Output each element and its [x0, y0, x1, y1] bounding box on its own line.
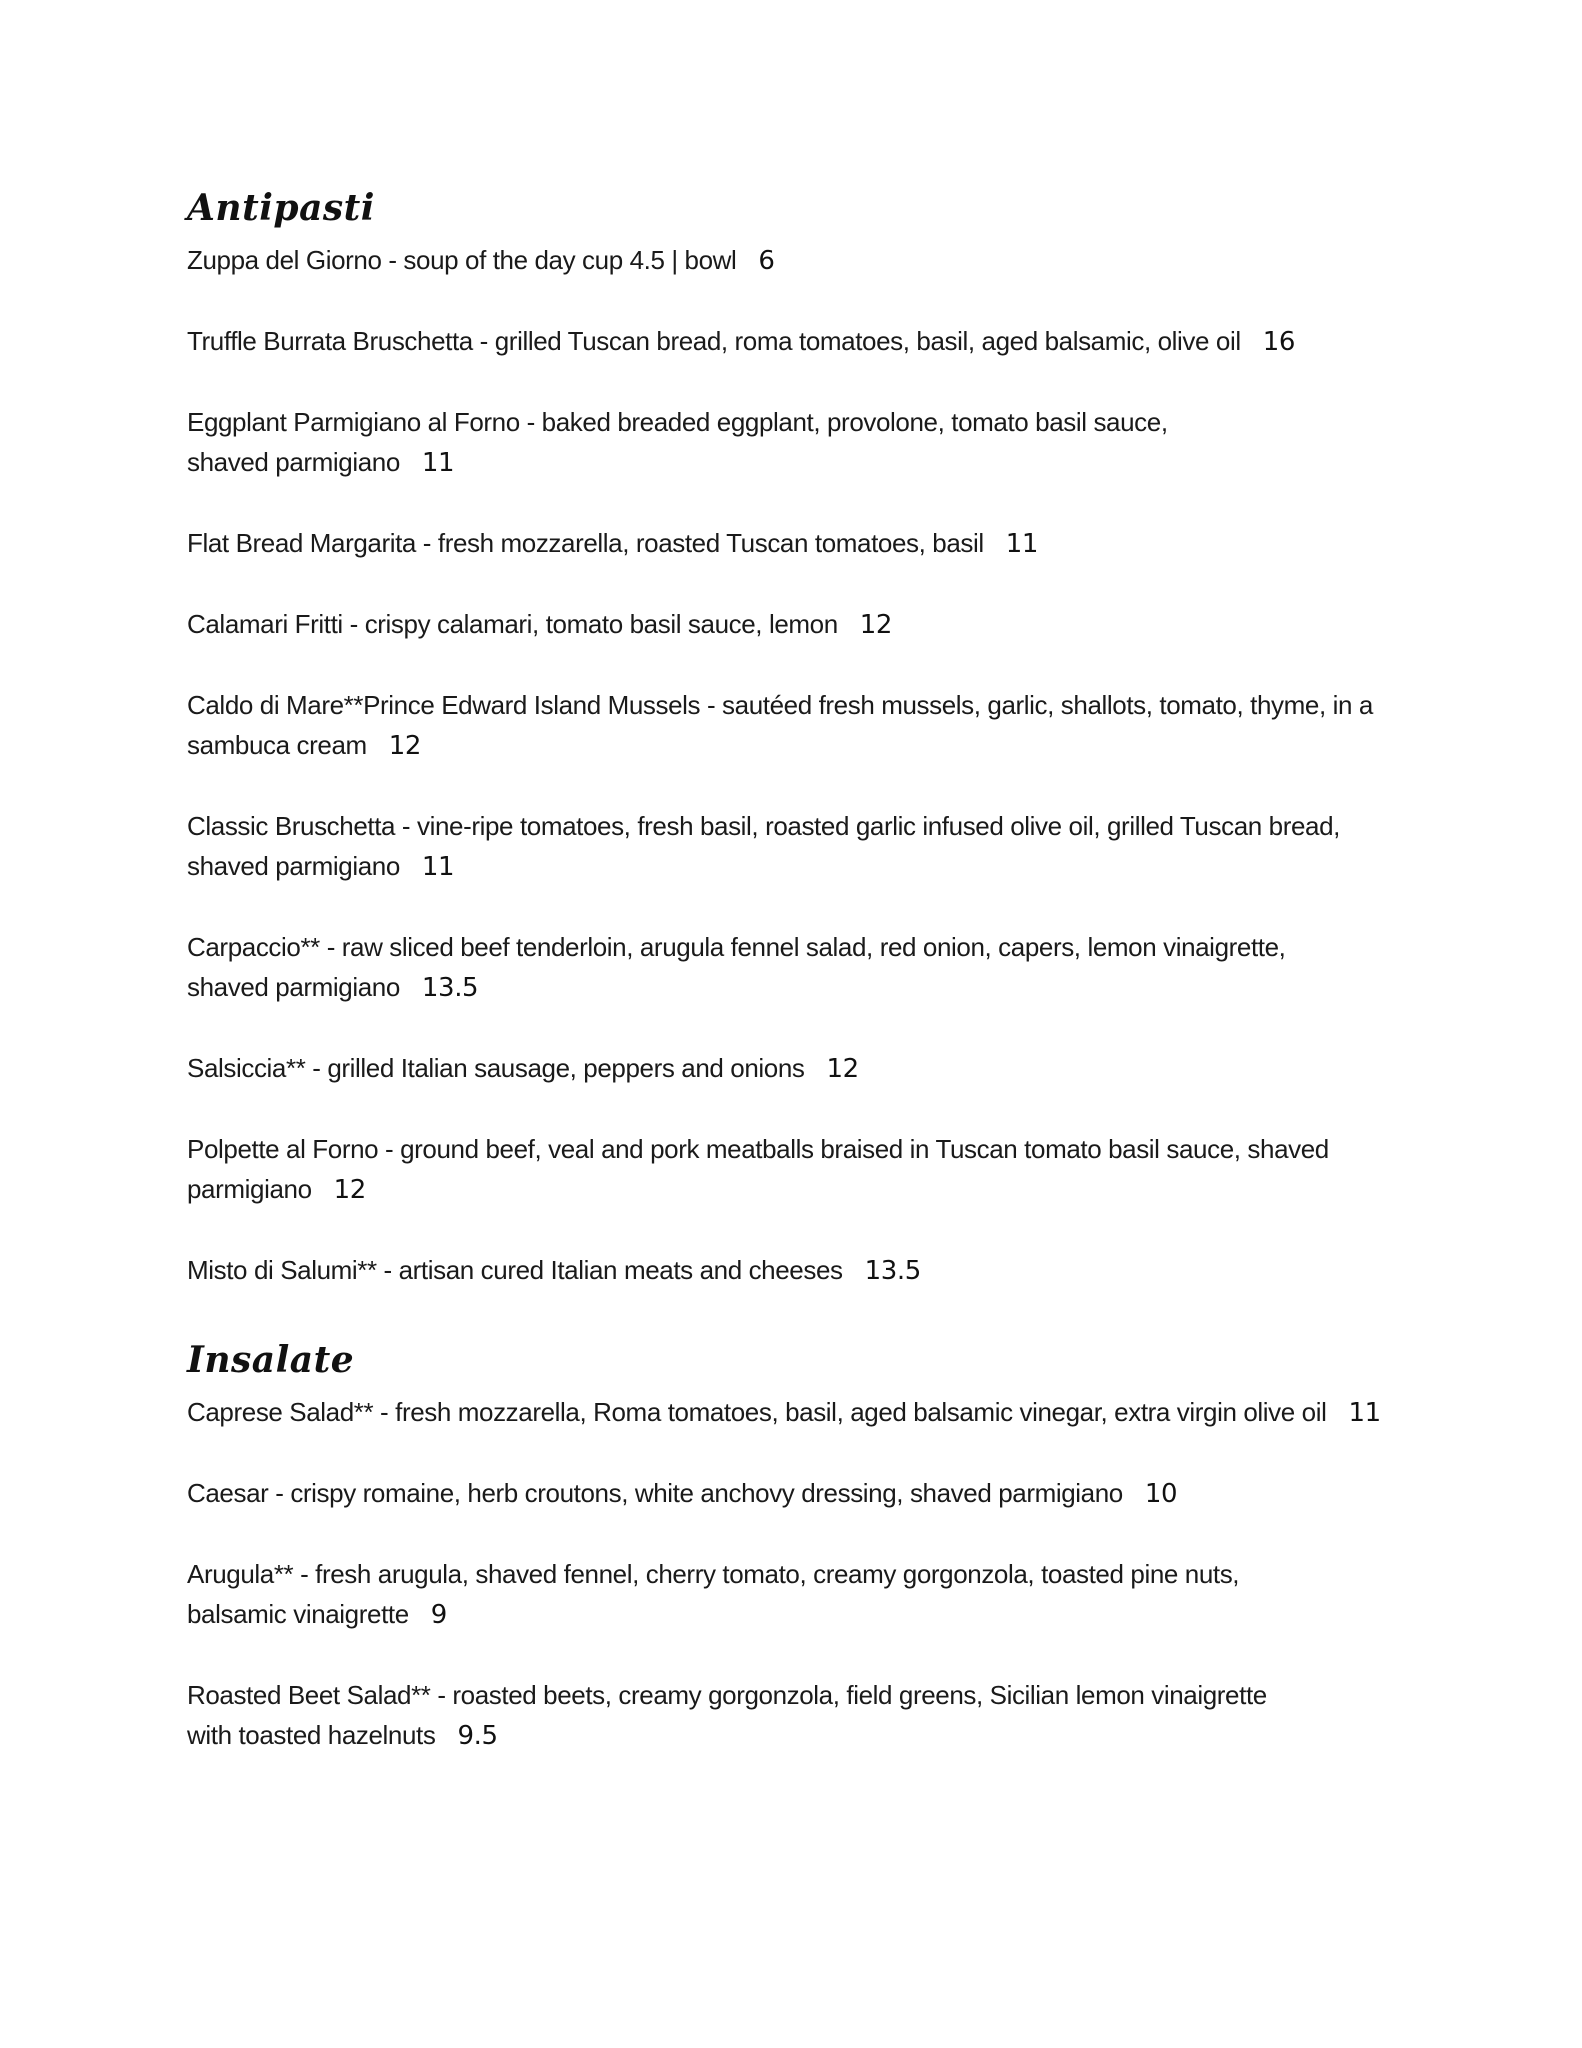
menu-item-description: Calamari Fritti - crispy calamari, tomato basil sauce, lemon: [187, 609, 838, 639]
menu-item-misto-di-salumi: [187, 1250, 1427, 1291]
section-title-antipasti: Antipasti: [187, 187, 375, 229]
menu-item-caldo-di-mare: [187, 685, 1427, 766]
menu-item-description: Zuppa del Giorno - soup of the day cup 4.5 | bowl: [187, 245, 737, 275]
menu-item-description-cont: parmigiano: [187, 1174, 312, 1204]
menu-item-description-cont: sambuca cream: [187, 730, 367, 760]
menu-item-description: Polpette al Forno - ground beef, veal and pork meatballs braised in Tuscan tomato basil sauce, shaved: [187, 1134, 1329, 1164]
menu-item-price: 11: [1348, 1398, 1381, 1428]
menu-item-description-cont: shaved parmigiano: [187, 851, 400, 881]
menu-item-caesar: [187, 1473, 1427, 1514]
menu-item-description-cont: shaved parmigiano: [187, 447, 400, 477]
menu-item-price: 13.5: [421, 973, 479, 1003]
section-title-insalate: Insalate: [187, 1339, 355, 1381]
menu-item-caprese: [187, 1392, 1427, 1433]
menu-item-description: Truffle Burrata Bruschetta - grilled Tuscan bread, roma tomatoes, basil, aged balsamic, olive oil: [187, 326, 1241, 356]
menu-item-description-cont: balsamic vinaigrette: [187, 1599, 409, 1629]
menu-item-calamari: [187, 604, 1427, 645]
menu-item-price: 11: [421, 852, 455, 882]
menu-item-description: Flat Bread Margarita - fresh mozzarella, roasted Tuscan tomatoes, basil: [187, 528, 984, 558]
menu-item-roasted-beet: [187, 1675, 1427, 1756]
menu-item-price: 11: [421, 448, 455, 478]
menu-item-zuppa: [187, 240, 1427, 281]
menu-item-description-cont: with toasted hazelnuts: [187, 1720, 436, 1750]
menu-item-price: 16: [1262, 327, 1296, 357]
menu-item-description: Misto di Salumi** - artisan cured Italian meats and cheeses: [187, 1255, 843, 1285]
menu-item-price: 12: [388, 731, 422, 761]
menu-item-salsiccia: [187, 1048, 1427, 1089]
menu-item-polpette: [187, 1129, 1427, 1210]
menu-item-description: Caesar - crispy romaine, herb croutons, white anchovy dressing, shaved parmigiano: [187, 1478, 1123, 1508]
menu-item-price: 6: [758, 246, 775, 276]
menu-item-price: 11: [1005, 529, 1039, 559]
menu-item-description: Roasted Beet Salad** - roasted beets, creamy gorgonzola, field greens, Sicilian lemon vinaigrette: [187, 1680, 1267, 1710]
menu-item-truffle-burrata: [187, 321, 1427, 362]
menu-item-price: 12: [826, 1054, 859, 1084]
menu-item-description: Classic Bruschetta - vine-ripe tomatoes, fresh basil, roasted garlic infused olive oil, grilled Tuscan bread,: [187, 811, 1340, 841]
menu-item-price: 9.5: [457, 1721, 498, 1751]
menu-item-arugula: [187, 1554, 1427, 1635]
menu-item-price: 13.5: [864, 1256, 921, 1286]
menu-item-description-cont: shaved parmigiano: [187, 972, 400, 1002]
menu-item-classic-bruschetta: [187, 806, 1427, 887]
menu-item-flat-bread: [187, 523, 1427, 564]
menu-item-eggplant: [187, 402, 1427, 483]
menu-item-price: 12: [859, 610, 893, 640]
menu-item-price: 12: [333, 1175, 366, 1205]
menu-item-description: Caprese Salad** - fresh mozzarella, Roma tomatoes, basil, aged balsamic vinegar, extra virgin olive oil: [187, 1397, 1327, 1427]
menu-item-description: Salsiccia** - grilled Italian sausage, peppers and onions: [187, 1053, 805, 1083]
menu-item-description: Arugula** - fresh arugula, shaved fennel, cherry tomato, creamy gorgonzola, toasted pine nuts,: [187, 1559, 1240, 1589]
menu-item-price: 10: [1144, 1479, 1178, 1509]
menu-item-price: 9: [430, 1600, 447, 1630]
menu-item-carpaccio: [187, 927, 1427, 1008]
menu-item-description: Eggplant Parmigiano al Forno - baked breaded eggplant, provolone, tomato basil sauce,: [187, 407, 1168, 437]
menu-item-description: Carpaccio** - raw sliced beef tenderloin, arugula fennel salad, red onion, capers, lemon vinaigrette,: [187, 932, 1286, 962]
menu-item-description: Caldo di Mare**Prince Edward Island Mussels - sautéed fresh mussels, garlic, shallots, tomato, thyme, in a: [187, 690, 1373, 720]
